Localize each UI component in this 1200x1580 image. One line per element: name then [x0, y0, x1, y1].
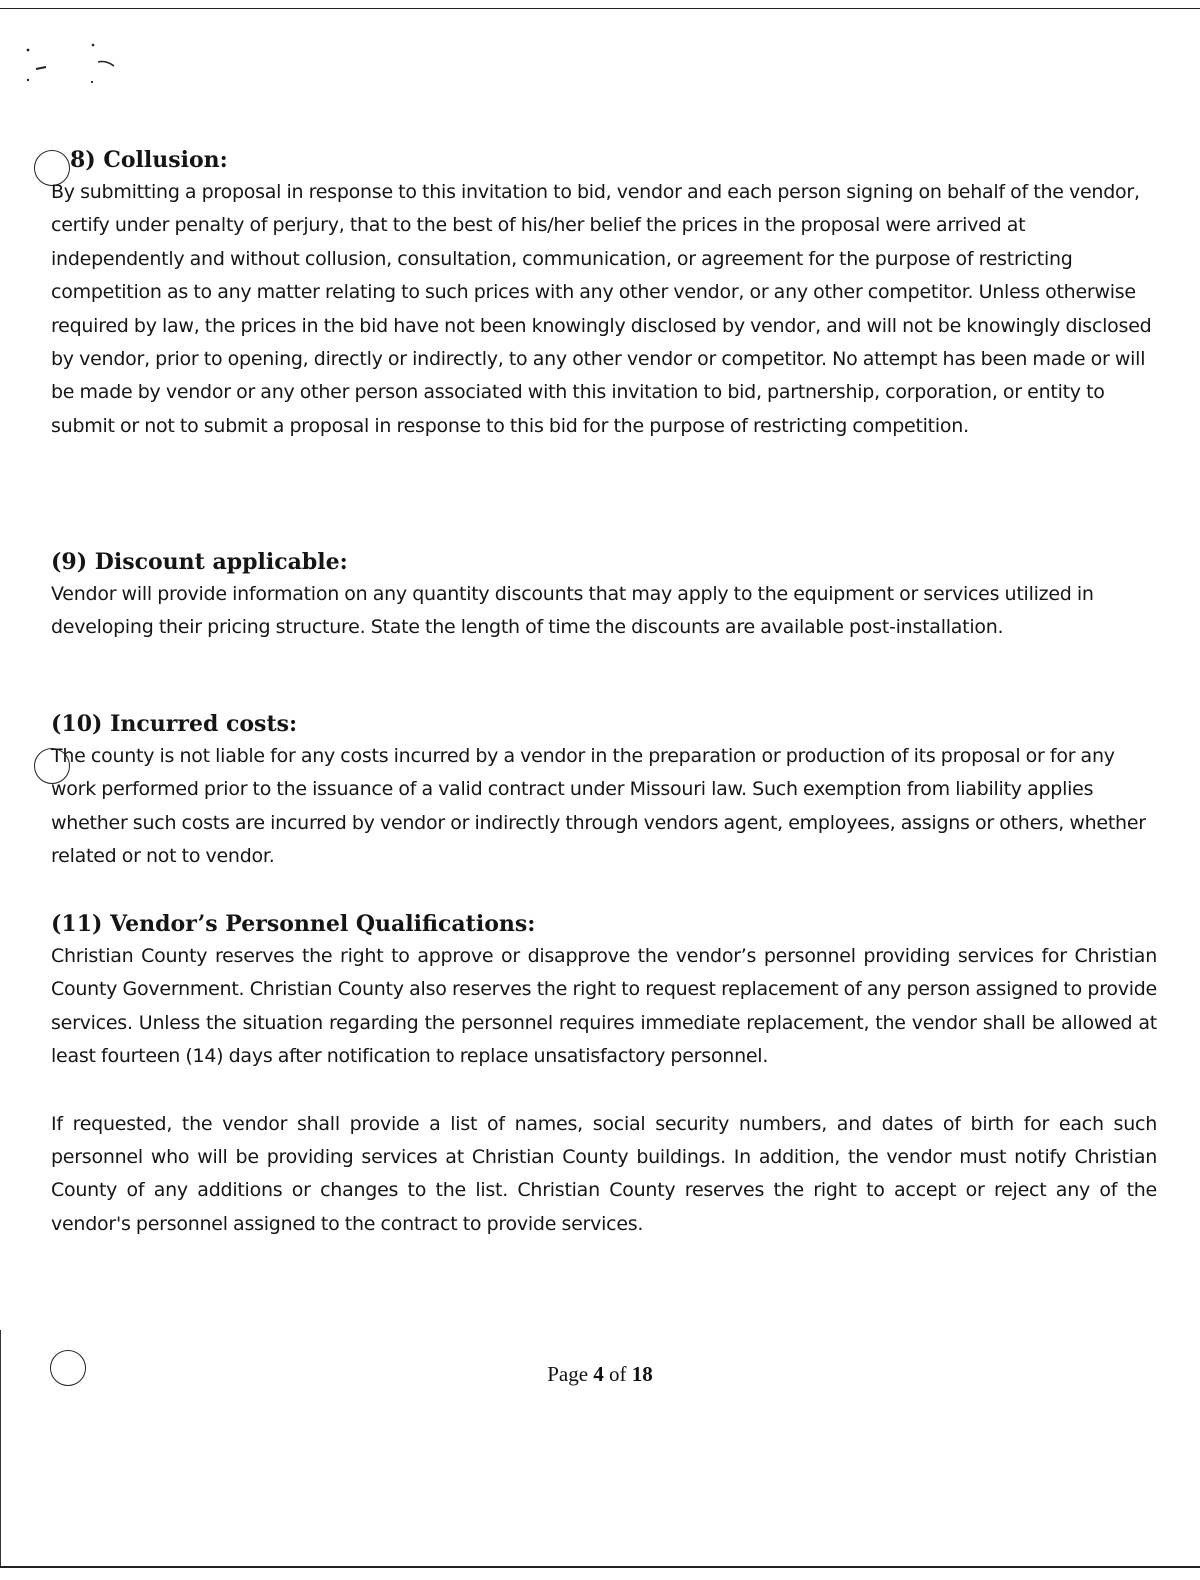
- page-total: 18: [631, 1362, 653, 1386]
- section-heading: (9) Discount applicable:: [51, 549, 348, 575]
- section-heading: 8) Collusion:: [70, 147, 228, 173]
- page-prefix: Page: [547, 1362, 589, 1386]
- section-body: Christian County reserves the right to approve or disapprove the vendor’s personnel providing services for Christian County Government. Christian County also reserves the right to request replacement of any person assigned to provide services. Unless the situation regarding the personnel requires immediate replacement, the vendor shall be allowed at least fourteen (14) days after notification to replace unsatisfactory personnel.: [51, 945, 1157, 1068]
- section-heading: (11) Vendor’s Personnel Qualifications:: [51, 911, 536, 937]
- section-heading: (10) Incurred costs:: [51, 711, 298, 737]
- section-body: The county is not liable for any costs incurred by a vendor in the preparation or production of its proposal or for any work performed prior to the issuance of a valid contract under Missouri law. Such exemption from liability applies whether such costs are incurred by vendor or indirectly through vendors agent, employees, assigns or others, whether related or not to vendor.: [51, 745, 1146, 868]
- section-collusion: [51, 146, 1157, 443]
- top-edge-line: [0, 8, 1200, 9]
- page-current: 4: [593, 1362, 604, 1386]
- section-body-second: If requested, the vendor shall provide a list of names, social security numbers, and dates of birth for each such personnel who will be providing services at Christian County buildings. In addition, the vendor must notify Christian County of any additions or changes to the list. Christian County reserves the right to accept or reject any of the vendor's personnel assigned to the contract to provide services.: [51, 1112, 1157, 1235]
- section-personnel-qualifications: [51, 910, 1157, 1241]
- page-of: of: [609, 1362, 627, 1386]
- bottom-edge-line: [0, 1566, 1200, 1568]
- section-body: By submitting a proposal in response to this invitation to bid, vendor and each person signing on behalf of the vendor, certify under penalty of perjury, that to the best of his/her belief the prices in the proposal were arrived at independently and without collusion, consultation, communication, or agreement for the purpose of restricting competition as to any matter relating to such prices with any other vendor, or any other competitor. Unless otherwise required by law, the prices in the bid have not been knowingly disclosed by vendor, and will not be knowingly disclosed by vendor, prior to opening, directly or indirectly, to any other vendor or competitor. No attempt has been made or will be made by vendor or any other person associated with this invitation to bid, partnership, corporation, or entity to submit or not to submit a proposal in response to this bid for the purpose of restricting competition.: [51, 181, 1152, 437]
- section-discount-applicable: [51, 548, 1157, 645]
- section-incurred-costs: [51, 710, 1157, 874]
- scan-specks: [0, 0, 140, 100]
- page-number: [0, 1362, 1200, 1387]
- section-body: Vendor will provide information on any quantity discounts that may apply to the equipment or services utilized in developing their pricing structure. State the length of time the discounts are available post-installation.: [51, 583, 1094, 639]
- left-edge-line: [0, 1330, 1, 1566]
